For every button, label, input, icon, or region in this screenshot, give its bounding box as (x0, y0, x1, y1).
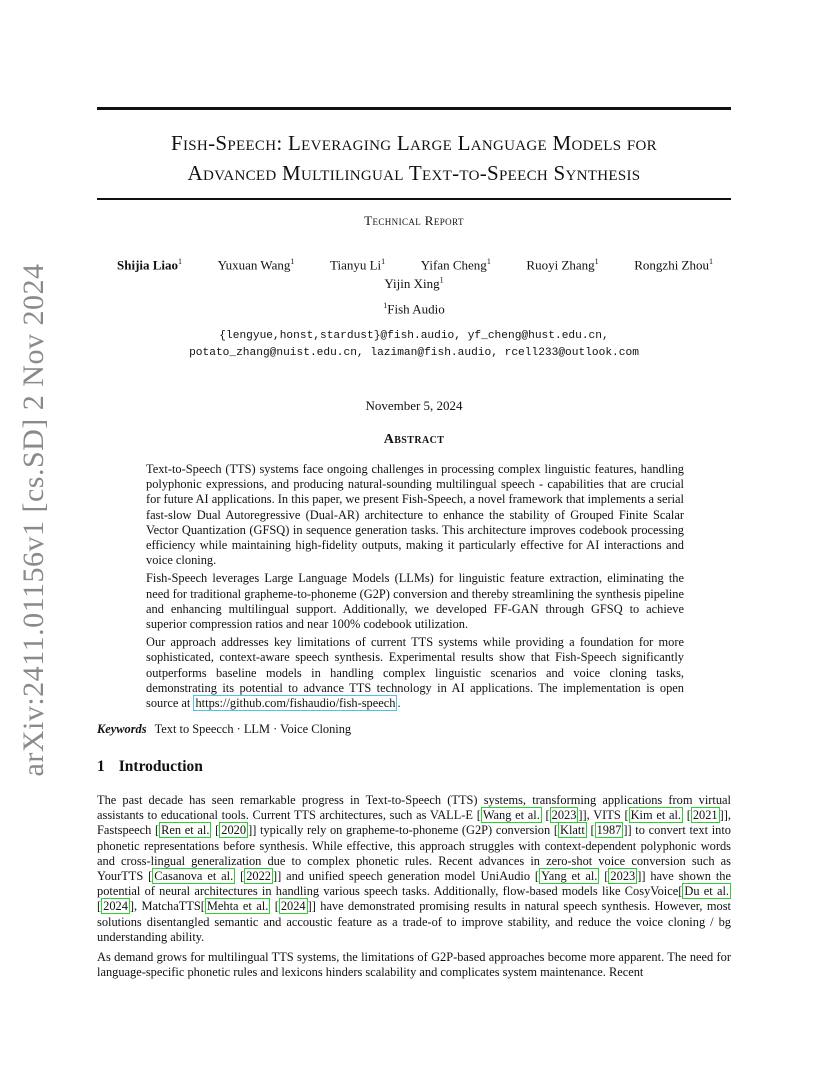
section-heading (97, 758, 203, 776)
paper-title (97, 128, 731, 188)
paper-title-line-1: Fish-Speech: Leveraging Large Language Models for (171, 131, 657, 155)
intro-text: [ (586, 823, 595, 838)
keywords-value: Text to Speecch · LLM · Voice Cloning (154, 722, 352, 736)
section-title: Introduction (118, 758, 203, 775)
citation-link[interactable]: 2022 (246, 869, 271, 884)
citation-link[interactable]: 1987 (596, 823, 622, 838)
author-list (97, 257, 731, 292)
abstract-heading: Abstract (383, 432, 445, 447)
intro-text: The past decade has seen remarkable progress in Text-to-Speech (TTS) systems, transforming applications from virtual assistants to educational tools. Current TTS architectures, such as VALL-E [ (97, 793, 731, 823)
abstract-body (146, 462, 684, 714)
keywords-label: Keywords (97, 722, 147, 736)
intro-text: ]] have shown the potential of neural architectures in handling various speech tasks. Additionally, flow-based models like CosyVoice[ (97, 869, 731, 899)
intro-text: ]] to convert text into phonetic representations before synthesis. While effective, this approach struggles with context-dependent polyphonic words and cross-lingual generalization due to complex phonetic rules. Recent advances in zero-shot voice conversion such as YourTTS [ (97, 823, 731, 884)
citation-link[interactable]: Mehta et al. (206, 899, 269, 914)
title-rule-top (97, 107, 731, 110)
intro-text: [ (599, 869, 609, 884)
citation-link[interactable]: 2024 (280, 899, 306, 914)
github-link[interactable]: https://github.com/fishaudio/fish-speech (195, 696, 396, 711)
author-name: Shijia Liao$^1$ (117, 257, 183, 273)
citation-link[interactable]: 2023 (551, 808, 577, 823)
intro-text: ]] typically rely on grapheme-to-phoneme (G2P) conversion [ (248, 823, 558, 838)
paper-title-line-2: Advanced Multilingual Text-to-Speech Synthesis (187, 161, 641, 185)
author-emails (97, 328, 731, 362)
emails-line-1: {lengyue,honst,stardust}@fish.audio, yf_cheng@hust.edu.cn, (219, 330, 609, 342)
abstract-paragraph: Text-to-Speech (TTS) systems face ongoing challenges in processing complex linguistic features, handling polyphonic expressions, and producing natural-sounding multilingual speech - capabilities that are crucial for future AI applications. In this paper, we present Fish-Speech, a novel framework that implements a serial fast-slow Dual Autoregressive (Dual-AR) architecture to enhance the stability of Grouped Finite Scalar Vector Quantization (GFSQ) in sequence generation tasks. This architecture improves codebook processing efficiency while maintaining high-fidelity outputs, making it particularly effective for AI interactions and voice cloning. (146, 462, 684, 568)
intro-text: [ (211, 823, 220, 838)
author-name: Yijin Xing$^1$ (384, 275, 444, 291)
citation-link[interactable]: Ren et al. (161, 823, 210, 838)
author-name: Yifan Cheng$^1$ (420, 257, 491, 273)
title-rule-bottom (97, 198, 731, 200)
intro-text: ]], Fastspeech [ (97, 808, 731, 838)
intro-text: ], MatchaTTS[ (129, 899, 205, 914)
citation-link[interactable]: Du et al. (684, 884, 729, 899)
introduction-body (97, 793, 731, 985)
citation-link[interactable]: Wang et al. (482, 808, 540, 823)
intro-text: ]], VITS [ (578, 808, 629, 823)
intro-paragraph (97, 793, 731, 945)
section-number: 1 (97, 758, 105, 775)
author-name: Yuxuan Wang$^1$ (217, 257, 295, 273)
abstract-paragraph: Fish-Speech leverages Large Language Models (LLMs) for linguistic feature extraction, eliminating the need for traditional grapheme-to-phoneme (G2P) conversion and thereby streamlining the synthesis pipeline and enhancing multilingual support. Additionally, we developed FF-GAN through GFSQ to achieve superior compression ratios and near 100% codebook utilization. (146, 571, 684, 632)
author-name: Tianyu Li$^1$ (329, 257, 386, 273)
citation-link[interactable]: 2021 (692, 808, 718, 823)
abstract-paragraph: Our approach addresses key limitations of current TTS systems while providing a foundation for more sophisticated, context-aware speech synthesis. Experimental results show that Fish-Speech significantly outperforms baseline models in handling complex linguistic scenarios and voice cloning tasks, demonstrating its potential to advance TTS technology in AI applications. The implementation is open source at https://github.com/fishaudio/fish-speech . (146, 635, 684, 711)
intro-text: [ (235, 869, 245, 884)
citation-link[interactable]: Yang et al. (541, 869, 598, 884)
arxiv-identifier (8, 0, 60, 1072)
citation-link[interactable]: 2020 (221, 823, 247, 838)
author-name: Rongzhi Zhou$^1$ (634, 257, 713, 273)
intro-text: [ (541, 808, 550, 823)
intro-paragraph: As demand grows for multilingual TTS systems, the limitations of G2P-based approaches become more apparent. The need for language-specific phonetic rules and lexicons hinders scalability and complicates system maintenance. Recent (97, 950, 731, 980)
affiliation: $^1$Fish Audio (383, 301, 445, 317)
intro-text: [ (97, 899, 102, 914)
publication-date: November 5, 2024 (365, 398, 463, 413)
keywords (97, 722, 351, 737)
intro-text: [ (683, 808, 691, 823)
intro-text: ]] and unified speech generation model UniAudio [ (272, 869, 540, 884)
citation-link[interactable]: 2024 (103, 899, 128, 914)
arxiv-identifier-text: arXiv:2411.01156v1 [cs.SD] 2 Nov 2024 (17, 263, 50, 777)
report-type: Technical Report (364, 213, 464, 228)
intro-text: [ (270, 899, 279, 914)
author-name: Ruoyi Zhang$^1$ (526, 257, 599, 273)
intro-text: ]] have demonstrated promising results in natural speech synthesis. However, most solutions disentangled semantic and accoustic feature as a trade-of to improve stability, and reduce the voice cloning / bg understanding ability. (97, 899, 731, 944)
citation-link[interactable]: 2023 (610, 869, 636, 884)
citation-link[interactable]: Klatt (560, 823, 585, 838)
emails-line-2: potato_zhang@nuist.edu.cn, laziman@fish.audio, rcell233@outlook.com (189, 347, 639, 359)
citation-link[interactable]: Casanova et al. (154, 869, 234, 884)
citation-link[interactable]: Kim et al. (630, 808, 681, 823)
